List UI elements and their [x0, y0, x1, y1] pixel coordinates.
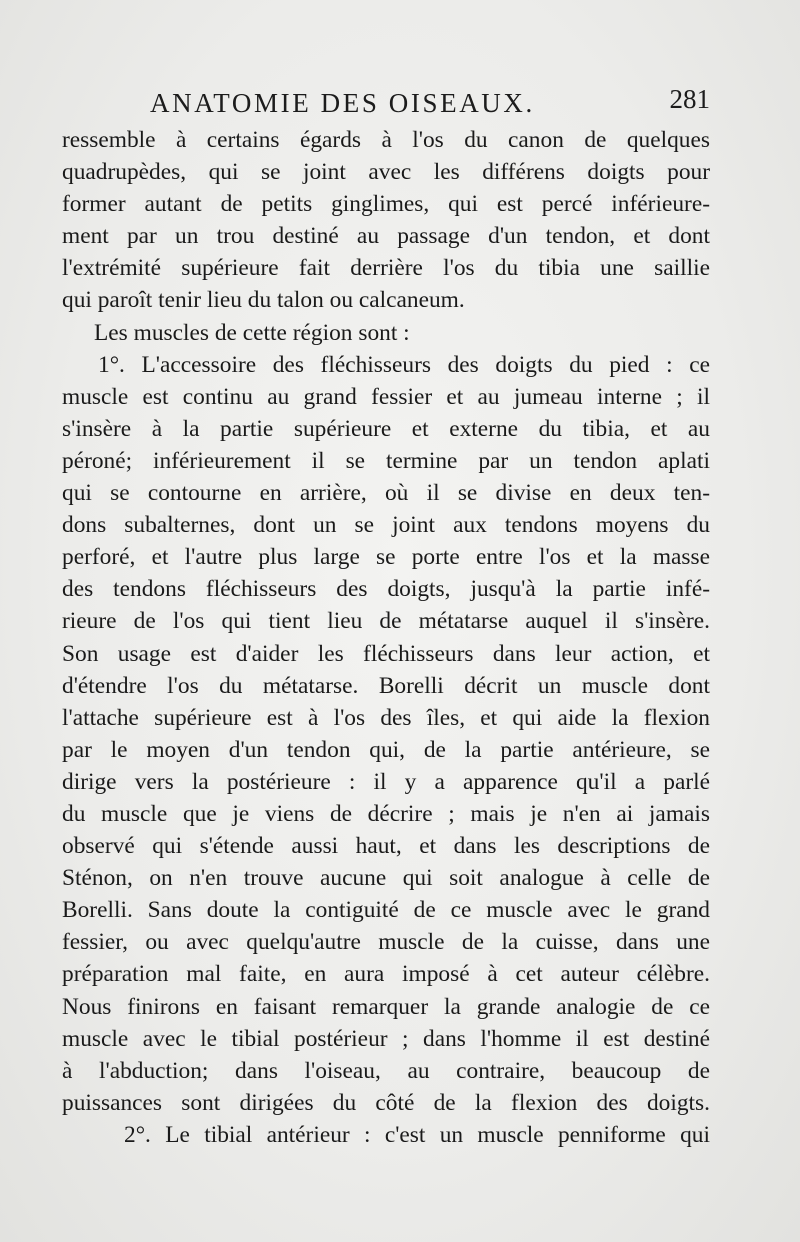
text-line: quadrupèdes, qui se joint avec les différens doigts pour	[62, 159, 710, 186]
text-line: muscle est continu au grand fessier et au jumeau interne ; il	[62, 383, 710, 410]
text-line: préparation mal faite, en aura imposé à cet auteur célèbre.	[62, 961, 710, 988]
text-line: Sténon, on n'en trouve aucune qui soit analogue à celle de	[62, 865, 710, 892]
text-line: Nous finirons en faisant remarquer la grande analogie de ce	[62, 993, 710, 1020]
text-line: l'attache supérieure est à l'os des îles, et qui aide la flexion	[62, 704, 710, 731]
text-line: rieure de l'os qui tient lieu de métatarse auquel il s'insère.	[62, 608, 710, 635]
text-line: ment par un trou destiné au passage d'un tendon, et dont	[62, 223, 710, 250]
text-line: Les muscles de cette région sont :	[94, 319, 410, 346]
body-text	[62, 124, 710, 1151]
text-line: d'étendre l'os du métatarse. Borelli décrit un muscle dont	[62, 672, 710, 699]
text-line: muscle avec le tibial postérieur ; dans l'homme il est destiné	[62, 1025, 710, 1052]
text-line: Borelli. Sans doute la contiguité de ce muscle avec le grand	[62, 897, 710, 924]
text-line: dirige vers la postérieure : il y a apparence qu'il a parlé	[62, 768, 710, 795]
text-line: fessier, ou avec quelqu'autre muscle de la cuisse, dans une	[62, 929, 710, 956]
text-line: à l'abduction; dans l'oiseau, au contraire, beaucoup de	[62, 1057, 710, 1084]
text-line: 1°. L'accessoire des fléchisseurs des doigts du pied : ce	[98, 351, 710, 378]
text-line: observé qui s'étende aussi haut, et dans les descriptions de	[62, 833, 710, 860]
text-line: s'insère à la partie supérieure et externe du tibia, et au	[62, 415, 710, 442]
page-header	[150, 82, 710, 122]
text-line: former autant de petits ginglimes, qui est percé inférieure-	[62, 191, 710, 218]
page-number: 281	[669, 84, 710, 114]
text-line: par le moyen d'un tendon qui, de la partie antérieure, se	[62, 736, 710, 763]
text-line: du muscle que je viens de décrire ; mais je n'en ai jamais	[62, 800, 710, 827]
text-line: 2°. Le tibial antérieur : c'est un muscle penniforme qui	[124, 1121, 710, 1148]
text-line: dons subalternes, dont un se joint aux tendons moyens du	[62, 512, 710, 539]
text-line: qui se contourne en arrière, où il se divise en deux ten-	[62, 480, 710, 507]
text-line: l'extrémité supérieure fait derrière l'os du tibia une saillie	[62, 255, 710, 282]
text-line: qui paroît tenir lieu du talon ou calcaneum.	[62, 287, 465, 314]
text-line: des tendons fléchisseurs des doigts, jusqu'à la partie infé-	[62, 576, 710, 603]
running-title: ANATOMIE DES OISEAUX.	[150, 88, 535, 118]
text-line: puissances sont dirigées du côté de la flexion des doigts.	[62, 1089, 710, 1116]
text-line: ressemble à certains égards à l'os du canon de quelques	[62, 127, 710, 153]
text-line: perforé, et l'autre plus large se porte entre l'os et la masse	[62, 544, 710, 571]
text-line: péroné; inférieurement il se termine par un tendon aplati	[62, 447, 710, 474]
text-line: Son usage est d'aider les fléchisseurs dans leur action, et	[62, 640, 710, 667]
